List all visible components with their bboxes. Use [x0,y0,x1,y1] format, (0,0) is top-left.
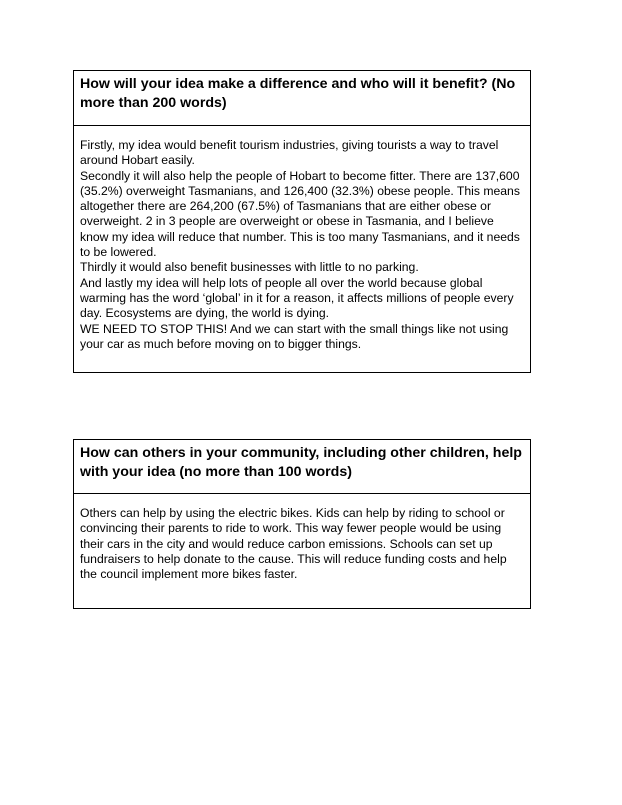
answer-paragraph: Secondly it will also help the people of Hobart to become fitter. There are 137,600 (35.2%) overweight Tasmanians, and 126,400 (32.3%) obese people. This means altogether there are 264,200 (67.5%) of Tasmanians that are either obese or overweight. 2 in 3 people are overweight or obese in Tasmania, and I believe know my idea will reduce that number. This is too many Tasmanians, and it needs to be lowered. [80,168,520,260]
answer-paragraph: Others can help by using the electric bikes. Kids can help by riding to school or convincing their parents to ride to work. This way fewer people would be using their cars in the city and would reduce carbon emissions. Schools can set up fundraisers to help donate to the cause. This will reduce funding costs and help the council implement more bikes faster. [80,506,507,582]
answer-paragraph: WE NEED TO STOP THIS! And we can start with the small things like not using your car as much before moving on to bigger things. [80,321,509,351]
question-box-difference [73,70,531,373]
answer-paragraph: Thirdly it would also benefit businesses with little to no parking. [80,260,419,275]
question-heading: How can others in your community, including other children, help with your idea (no more than 100 words) [74,440,530,494]
answer-body [74,126,530,352]
question-heading: How will your idea make a difference and who will it benefit? (No more than 200 words) [74,71,530,126]
answer-body [74,494,530,582]
question-box-community [73,439,531,609]
answer-paragraph: Firstly, my idea would benefit tourism industries, giving tourists a way to travel around Hobart easily. [80,138,499,168]
answer-paragraph: And lastly my idea will help lots of people all over the world because global warming has the word ‘global’ in it for a reason, it affects millions of people every day. Ecosystems are dying, the world is dying. [80,275,514,321]
